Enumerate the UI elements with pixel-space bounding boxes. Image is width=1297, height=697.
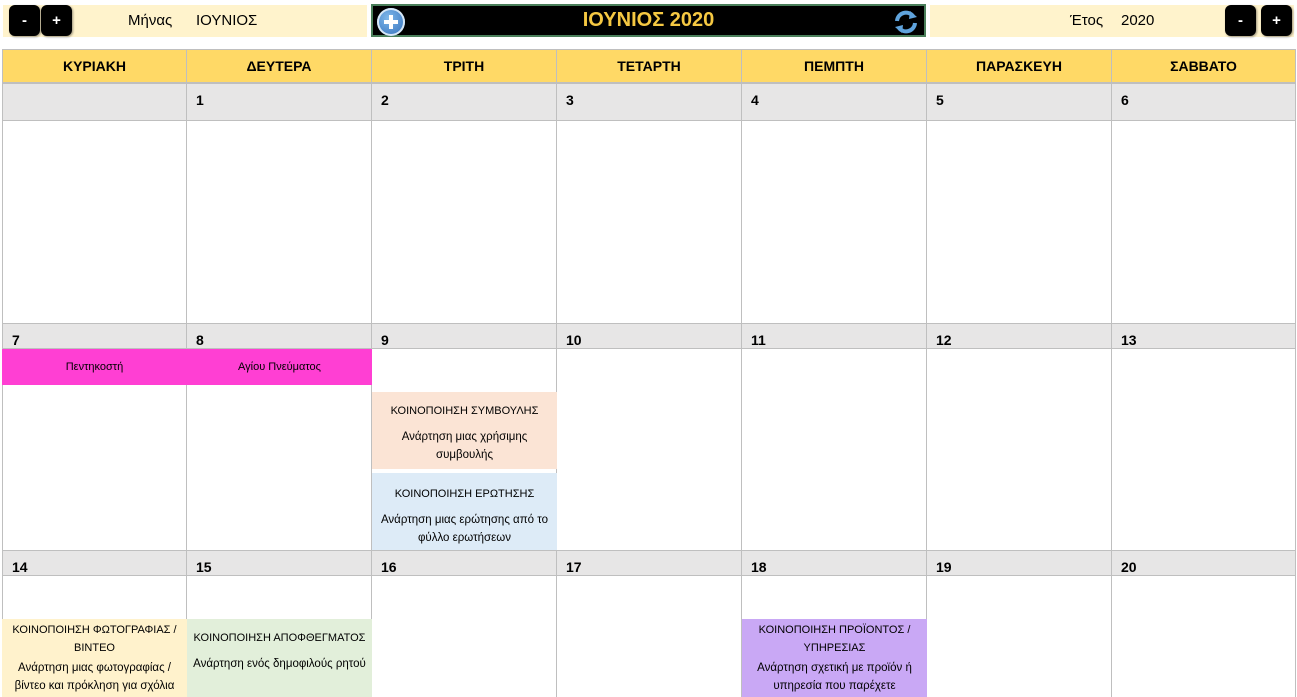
day-cell[interactable] <box>557 121 742 323</box>
day-cell[interactable] <box>557 576 742 697</box>
event-product[interactable] <box>742 619 927 697</box>
title-bar <box>371 4 926 37</box>
date-cell: 16 <box>372 550 557 576</box>
top-bar <box>0 0 1297 44</box>
month-decrement-button[interactable]: - <box>9 5 40 36</box>
event-quote[interactable] <box>187 619 372 697</box>
date-cell: 10 <box>557 323 742 349</box>
date-cell: 12 <box>927 323 1112 349</box>
date-cell: 5 <box>927 83 1112 121</box>
weekday-header-friday: ΠΑΡΑΣΚΕΥΗ <box>927 49 1112 83</box>
event-advice[interactable] <box>372 392 557 469</box>
day-cell[interactable] <box>1112 576 1296 697</box>
event-title: ΚΟΙΝΟΠΟΙΗΣΗ ΕΡΩΤΗΣΗΣ <box>394 488 535 500</box>
date-cell: 9 <box>372 323 557 349</box>
month-increment-button[interactable]: + <box>41 5 72 36</box>
year-decrement-button[interactable]: - <box>1225 5 1256 36</box>
date-cell: 17 <box>557 550 742 576</box>
event-title: ΚΟΙΝΟΠΟΙΗΣΗ ΑΠΟΦΘΕΓΜΑΤΟΣ <box>193 632 366 644</box>
event-question[interactable] <box>372 473 557 550</box>
month-label: Μήνας <box>128 12 173 29</box>
day-cell[interactable] <box>927 576 1112 697</box>
day-cell[interactable] <box>372 576 557 697</box>
date-cell: 19 <box>927 550 1112 576</box>
date-cell: 1 <box>187 83 372 121</box>
event-title: Αγίου Πνεύματος <box>238 361 321 373</box>
date-cell: 11 <box>742 323 927 349</box>
date-cell: 2 <box>372 83 557 121</box>
event-description: Ανάρτηση μιας φωτογραφίας / βίντεο και πρόκληση για σχόλια <box>14 662 175 692</box>
day-cell[interactable] <box>927 349 1112 550</box>
plus-circle-icon[interactable] <box>377 8 405 36</box>
year-value[interactable]: 2020 <box>1121 12 1155 29</box>
weekday-header-monday: ΔΕΥΤΕΡΑ <box>187 49 372 83</box>
date-cell: 4 <box>742 83 927 121</box>
weekday-header-wednesday: ΤΕΤΑΡΤΗ <box>557 49 742 83</box>
weekday-header-saturday: ΣΑΒΒΑΤΟ <box>1112 49 1296 83</box>
weekday-header-tuesday: ΤΡΙΤΗ <box>372 49 557 83</box>
day-cell[interactable] <box>927 121 1112 323</box>
weekday-header-thursday: ΠΕΜΠΤΗ <box>742 49 927 83</box>
date-cell: 7 <box>2 323 187 349</box>
day-cell[interactable] <box>372 121 557 323</box>
day-cell[interactable] <box>557 349 742 550</box>
date-cell: 14 <box>2 550 187 576</box>
event-description: Ανάρτηση μιας ερώτησης από το φύλλο ερωτήσεων <box>380 514 549 544</box>
day-cell[interactable] <box>742 349 927 550</box>
event-photo[interactable] <box>2 619 187 697</box>
date-cell-empty <box>2 83 187 121</box>
date-cell: 8 <box>187 323 372 349</box>
date-cell: 15 <box>187 550 372 576</box>
date-cell: 6 <box>1112 83 1296 121</box>
date-cell: 3 <box>557 83 742 121</box>
date-cell: 20 <box>1112 550 1296 576</box>
day-cell[interactable] <box>187 121 372 323</box>
year-increment-button[interactable]: + <box>1261 5 1292 36</box>
event-description: Ανάρτηση ενός δημοφιλούς ρητού <box>193 658 366 670</box>
date-cell: 13 <box>1112 323 1296 349</box>
day-cell[interactable] <box>1112 121 1296 323</box>
event-pentecost[interactable] <box>2 349 187 385</box>
day-cell[interactable] <box>742 121 927 323</box>
event-title: ΚΟΙΝΟΠΟΙΗΣΗ ΣΥΜΒΟΥΛΗΣ <box>390 405 539 417</box>
month-value[interactable]: ΙΟΥΝΙΟΣ <box>196 12 258 29</box>
event-title: ΚΟΙΝΟΠΟΙΗΣΗ ΠΡΟΪΟΝΤΟΣ / ΥΠΗΡΕΣΙΑΣ <box>758 624 911 654</box>
event-holy-spirit[interactable] <box>187 349 372 385</box>
year-label: Έτος <box>1070 12 1104 29</box>
calendar-title: ΙΟΥΝΙΟΣ 2020 <box>582 9 715 31</box>
refresh-icon[interactable] <box>892 8 920 36</box>
weekday-header-sunday: ΚΥΡΙΑΚΗ <box>2 49 187 83</box>
event-title: ΚΟΙΝΟΠΟΙΗΣΗ ΦΩΤΟΓΡΑΦΙΑΣ / ΒΙΝΤΕΟ <box>12 624 177 654</box>
day-cell[interactable] <box>1112 349 1296 550</box>
event-description: Ανάρτηση σχετική με προϊόν ή υπηρεσία που παρέχετε <box>757 662 912 692</box>
date-cell: 18 <box>742 550 927 576</box>
event-description: Ανάρτηση μιας χρήσιμης συμβουλής <box>401 431 528 461</box>
day-cell[interactable] <box>2 121 187 323</box>
event-title: Πεντηκοστή <box>65 361 124 373</box>
